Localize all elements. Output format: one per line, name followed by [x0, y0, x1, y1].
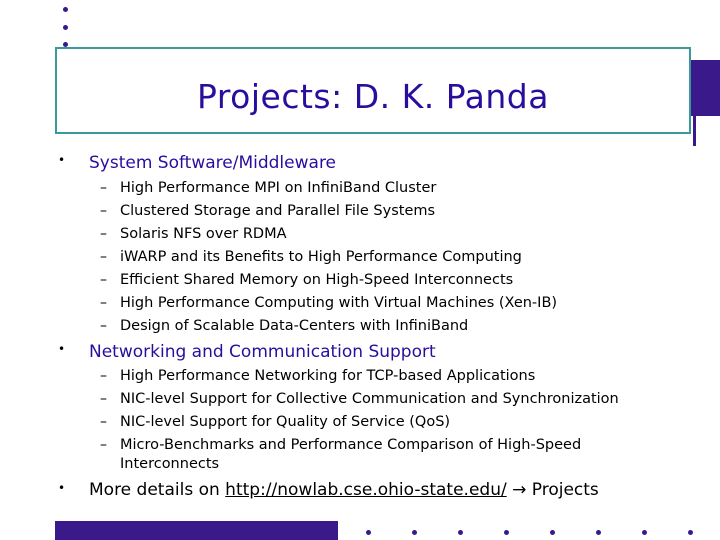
dash: –: [100, 249, 107, 265]
list-item: High Performance Networking for TCP-based Applications: [120, 368, 536, 384]
decor-dot: [688, 530, 693, 535]
dash: –: [100, 391, 107, 407]
decor-dot: [458, 530, 463, 535]
list-item: Micro-Benchmarks and Performance Comparison of High-Speed: [120, 437, 582, 453]
more-details-line: [89, 480, 599, 500]
bullet: •: [58, 153, 66, 167]
dash: –: [100, 437, 107, 453]
nowlab-link[interactable]: http://nowlab.cse.ohio-state.edu/: [225, 480, 507, 500]
more-suffix: Projects: [531, 480, 599, 500]
list-item: High Performance MPI on InfiniBand Cluster: [120, 180, 437, 196]
dash: –: [100, 272, 107, 288]
dash: –: [100, 180, 107, 196]
dash: –: [100, 414, 107, 430]
list-item: Solaris NFS over RDMA: [120, 226, 287, 242]
section-heading: Networking and Communication Support: [89, 342, 436, 362]
arrow-icon: →: [512, 480, 527, 500]
section-heading: System Software/Middleware: [89, 153, 337, 173]
list-item: Design of Scalable Data-Centers with InfiniBand: [120, 318, 469, 334]
decor-dot: [642, 530, 647, 535]
list-item: iWARP and its Benefits to High Performance Computing: [120, 249, 522, 265]
decor-dot: [596, 530, 601, 535]
bullet: •: [58, 481, 66, 495]
list-item-continuation: Interconnects: [120, 456, 220, 472]
list-item: Clustered Storage and Parallel File Systems: [120, 203, 436, 219]
dash: –: [100, 368, 107, 384]
list-item: Efficient Shared Memory on High-Speed Interconnects: [120, 272, 514, 288]
list-item: NIC-level Support for Collective Communication and Synchronization: [120, 391, 619, 407]
decor-dot: [550, 530, 555, 535]
decor-dot: [412, 530, 417, 535]
list-item: High Performance Computing with Virtual Machines (Xen-IB): [120, 295, 558, 311]
slide-title: Projects: D. K. Panda: [197, 77, 549, 116]
bullet: •: [58, 342, 66, 356]
decor-dot: [504, 530, 509, 535]
list-item: NIC-level Support for Quality of Service (QoS): [120, 414, 451, 430]
decor-dot: [63, 7, 68, 12]
dash: –: [100, 226, 107, 242]
title-box: [55, 47, 691, 134]
more-prefix: More details on: [89, 480, 220, 500]
decor-dot: [366, 530, 371, 535]
decor-bottom-bar: [55, 521, 338, 540]
decor-dot: [63, 25, 68, 30]
decor-right-bar: [693, 116, 696, 146]
dash: –: [100, 203, 107, 219]
dash: –: [100, 318, 107, 334]
dash: –: [100, 295, 107, 311]
